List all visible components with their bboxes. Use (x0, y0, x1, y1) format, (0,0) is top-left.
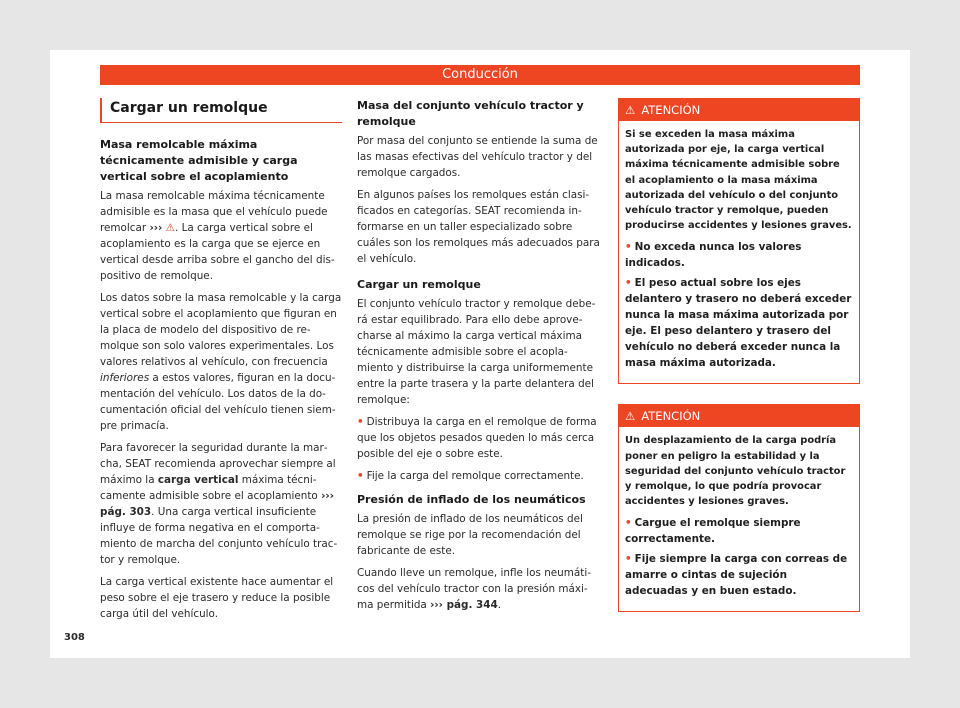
list-item: • No exceda nunca los valores indicados. (625, 241, 802, 270)
bullet-dot-icon: • (625, 517, 632, 530)
paragraph-presion: La presión de inflado de los neumáticos del remolque se rige por la recomendación del fabricante de este. (357, 513, 583, 557)
paragraph-categorias: En algunos países los remolques están clasificados en categorías. SEAT recomienda informarse en un taller especializado sobre cuáles son los remolques más adecuados para el vehículo. (357, 189, 600, 265)
warning-body (619, 121, 859, 383)
paragraph-4: La carga vertical existente hace aumentar el peso sobre el eje trasero y reduce la posible carga útil del vehículo. (100, 576, 334, 620)
warning-title: ATENCIÓN (641, 103, 701, 117)
bullet-dot-icon: • (625, 277, 632, 290)
warning-box (618, 404, 860, 612)
paragraph-inflado: Cuando lleve un remolque, infle los neumáticos del vehículo tractor con la presión máxima permitida ››› pág. 344. (357, 567, 591, 611)
chapter-header (100, 65, 860, 85)
heading-masa-remolcable: Masa remolcable máxima técnicamente admisible y carga vertical sobre el acoplamiento (100, 138, 298, 183)
paragraph-2: Los datos sobre la masa remolcable y la carga vertical sobre el acoplamiento que figuran en la placa de modelo del dispositivo de remolque son solo valores experimentales. Los valores relativos al vehículo, con frecuencia inferiores a estos valores, figuran en la documentación del vehículo. Los datos de la documentación oficial del vehículo tienen siempre primacía. (100, 292, 342, 432)
paragraph-equilibrado: El conjunto vehículo tractor y remolque deberá estar equilibrado. Para ello debe aprovecharse al máximo la carga vertical máxima técnicamente admisible sobre el acoplamiento y distribuirse la carga uniformemente entre la parte trasera y la parte delantera del remolque: (357, 298, 596, 406)
list-item: • El peso actual sobre los ejes delantero y trasero no deberá exceder nunca la masa máxima autorizada por eje. El peso delantero y trasero del vehículo no deberá exceder nunca la masa máxima autorizada. (625, 277, 852, 370)
bullet-dot-icon: • (625, 241, 632, 254)
list-item: • Fije siempre la carga con correas de amarre o cintas de sujeción adecuadas y en buen estado. (625, 553, 848, 598)
warning-title: ATENCIÓN (641, 409, 701, 424)
heading-presion-neumaticos: Presión de inflado de los neumáticos (357, 493, 586, 506)
section-title: Cargar un remolque (100, 98, 342, 123)
column-left (100, 98, 342, 628)
bullet-dot-icon: • (357, 416, 364, 428)
paragraph-masa-conjunto: Por masa del conjunto se entiende la suma de las masas efectivas del vehículo tractor y del remolque cargados. (357, 135, 598, 179)
heading-cargar-remolque: Cargar un remolque (357, 278, 481, 291)
paragraph-3: Para favorecer la seguridad durante la marcha, SEAT recomienda aprovechar siempre al máximo la carga vertical máxima técnicamente admisible sobre el acoplamiento ››› pág. 303. Una carga vertical insuficiente influye de forma negativa en el comportamiento de marcha del conjunto vehículo tractor y remolque. (100, 442, 338, 566)
column-right (618, 98, 860, 632)
page-number: 308 (64, 632, 85, 643)
paragraph-1: La masa remolcable máxima técnicamente admisible es la masa que el vehículo puede remolcar ››› ⚠. La carga vertical sobre el acoplamiento es la carga que se ejerce en vertical desde arriba sobre el gancho del dispositivo de remolque. (100, 190, 335, 282)
warning-box (618, 98, 860, 384)
warning-triangle-icon: ⚠ (165, 222, 175, 234)
warning-header (619, 99, 859, 121)
warning-text: Un desplazamiento de la carga podría poner en peligro la estabilidad y la seguridad del conjunto vehículo tractor y remolque, lo que podría provocar accidentes y lesiones graves. (625, 435, 846, 508)
warning-body (619, 427, 859, 611)
warning-header (619, 405, 859, 427)
warning-triangle-icon: ⚠ (625, 103, 636, 117)
chapter-title: Conducción (442, 67, 518, 82)
page-reference-link[interactable]: ››› pág. 303 (100, 490, 334, 518)
page-reference-link[interactable]: ››› pág. 344 (430, 599, 498, 611)
list-item: • Distribuya la carga en el remolque de forma que los objetos pesados queden lo más cerca posible del eje o sobre este. (357, 416, 597, 460)
warning-triangle-icon: ⚠ (625, 409, 636, 424)
heading-masa-conjunto: Masa del conjunto vehículo tractor y remolque (357, 99, 584, 128)
bullet-dot-icon: • (625, 553, 632, 566)
list-item: • Cargue el remolque siempre correctamente. (625, 517, 801, 546)
column-middle (357, 98, 600, 619)
bullet-dot-icon: • (357, 470, 364, 482)
list-item: • Fije la carga del remolque correctamente. (357, 470, 584, 482)
warning-bullet-list (625, 239, 853, 371)
warning-bullet-list (625, 515, 853, 599)
warning-text: Si se exceden la masa máxima autorizada por eje, la carga vertical máxima técnicamente admisible sobre el acoplamiento o la masa máxima autorizada del vehículo o del conjunto vehículo tractor y remolque, pueden producirse accidentes y lesiones graves. (625, 129, 852, 232)
cross-reference[interactable]: ››› (149, 222, 163, 234)
load-bullet-list (357, 414, 600, 484)
